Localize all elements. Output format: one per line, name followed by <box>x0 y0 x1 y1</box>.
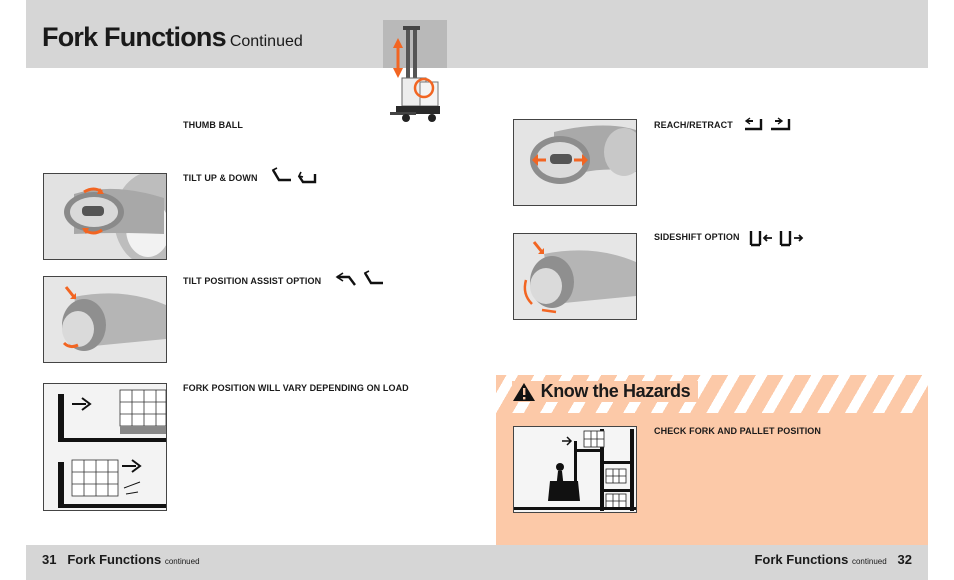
footer-right <box>754 552 912 567</box>
hazard-title <box>512 381 698 402</box>
hazard-title-text: Know the Hazards <box>540 381 691 401</box>
handle-assist-image <box>44 277 166 362</box>
label-tilt-position-assist <box>183 276 321 286</box>
footer-right-suffix: continued <box>851 557 887 566</box>
label-check-fork-pallet: CHECK FORK AND PALLET POSITION <box>654 426 821 436</box>
label-thumb-ball: THUMB BALL <box>183 120 243 130</box>
label-fork-position: FORK POSITION WILL VARY DEPENDING ON LOAD <box>183 383 409 393</box>
label-reach-retract <box>654 120 733 130</box>
footer-left-suffix: continued <box>164 557 200 566</box>
label-sideshift <box>654 232 740 242</box>
footer-left <box>42 552 200 567</box>
page-number-left: 31 <box>42 552 57 567</box>
page-number-right: 32 <box>897 552 912 567</box>
sideshift-icon <box>748 228 808 248</box>
forklift-truck-image <box>386 26 448 124</box>
tilt-up-down-icon <box>271 166 319 188</box>
photo-sideshift <box>513 233 637 320</box>
reach-retract-icon <box>741 113 793 135</box>
label-reach-retract-text: REACH/RETRACT <box>654 120 733 130</box>
label-sideshift-text: SIDESHIFT OPTION <box>654 232 740 242</box>
photo-tilt-position-assist <box>43 276 167 363</box>
label-tilt-up-down-text: TILT UP & DOWN <box>183 173 258 183</box>
handle-tilt-image <box>44 174 166 259</box>
warning-triangle-icon <box>512 382 536 402</box>
fork-load-diagram <box>44 384 166 510</box>
label-tilt-up-down <box>183 173 258 183</box>
footer-left-title: Fork Functions <box>67 552 162 567</box>
page-title <box>42 22 303 53</box>
photo-fork-position <box>43 383 167 511</box>
truck-rack-diagram <box>514 427 636 512</box>
handle-sideshift-image <box>514 234 636 319</box>
title-suffix: Continued <box>229 33 303 50</box>
handle-reach-image <box>514 120 636 205</box>
photo-tilt-up-down <box>43 173 167 260</box>
photo-check-fork-pallet <box>513 426 637 513</box>
tilt-position-assist-icon <box>333 269 385 291</box>
photo-reach-retract <box>513 119 637 206</box>
label-tilt-position-assist-text: TILT POSITION ASSIST OPTION <box>183 276 322 286</box>
title-text: Fork Functions <box>42 22 226 52</box>
footer-right-title: Fork Functions <box>754 552 849 567</box>
